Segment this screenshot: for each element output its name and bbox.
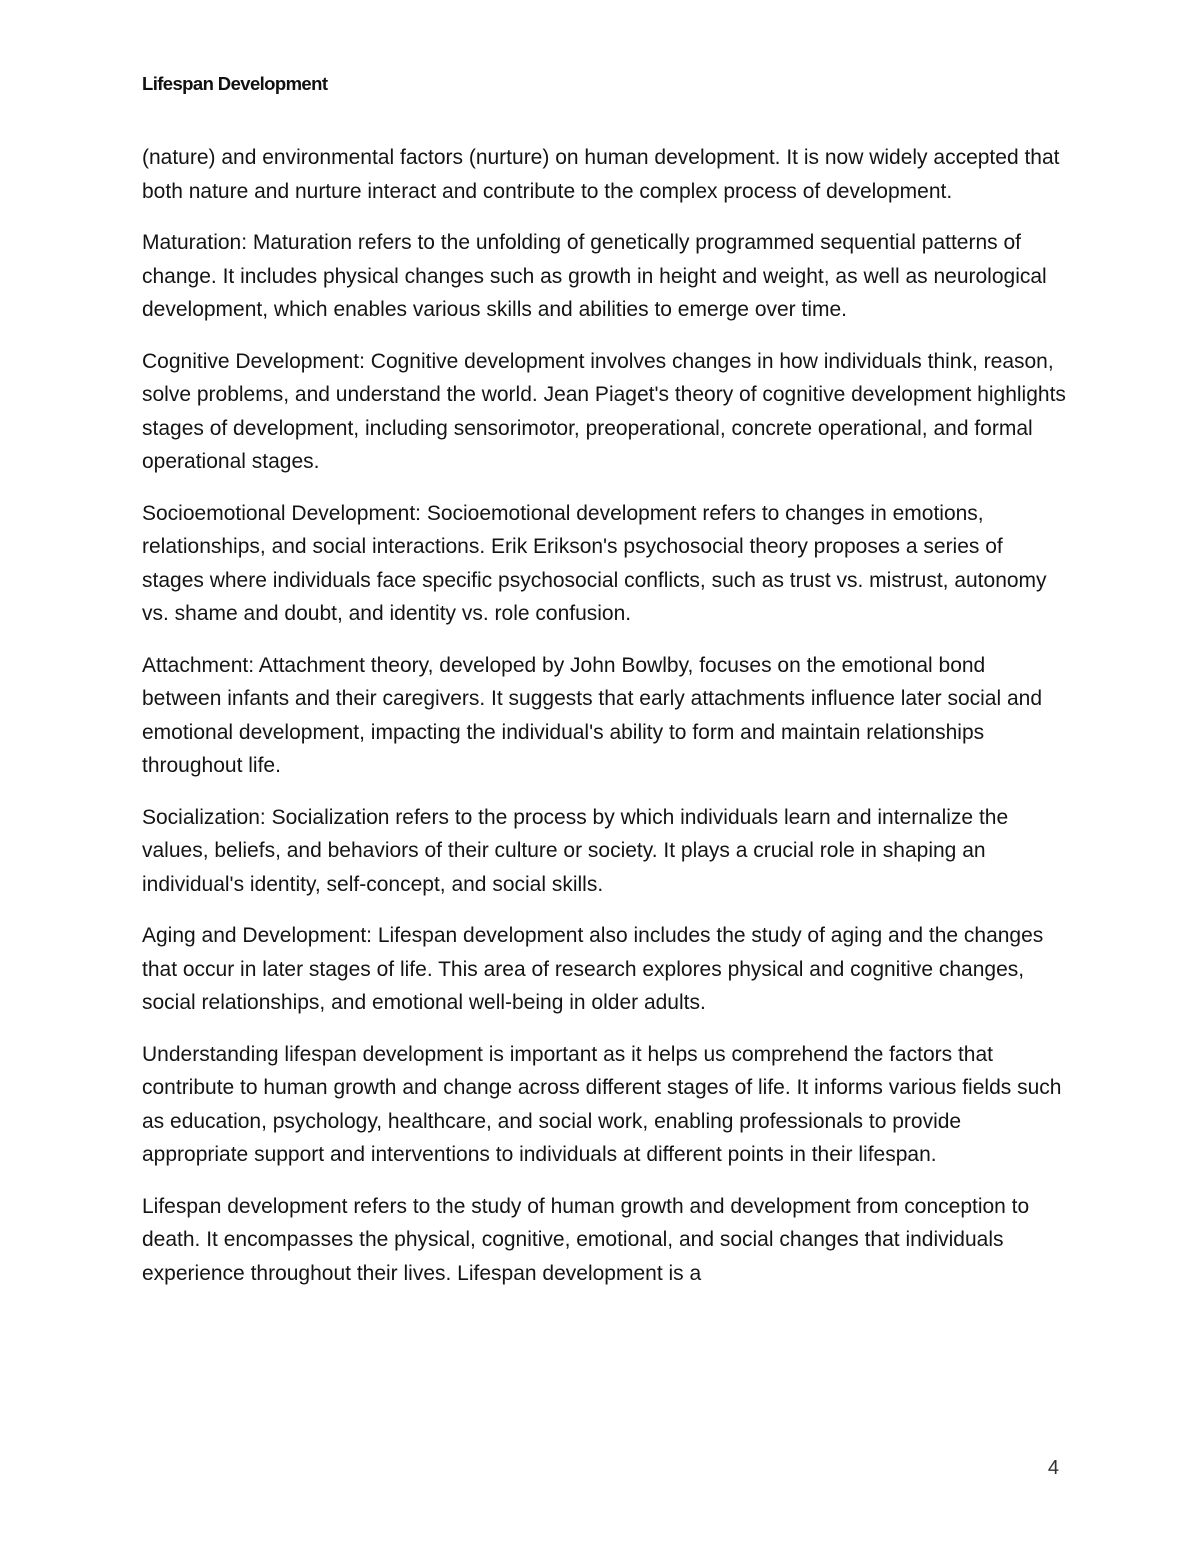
paragraph-lifespan-definition: Lifespan development refers to the study of human growth and development from conception to death. It encompasses the physical, cognitive, emotional, and social changes that individuals experience throughout their lives. Lifespan development is a (142, 1194, 1030, 1285)
page-header-title: Lifespan Development (142, 73, 328, 94)
paragraph-cognitive-development: Cognitive Development: Cognitive development involves changes in how individuals think, reason, solve problems, and understand the world. Jean Piaget's theory of cognitive development highlights stages of development, including sensorimotor, preoperational, concrete operational, and formal operational stages. (142, 349, 1066, 473)
paragraph-understanding-lifespan: Understanding lifespan development is important as it helps us comprehend the factors that contribute to human growth and change across different stages of life. It informs various fields such as education, psychology, healthcare, and social work, enabling professionals to provide appropriate support and interventions to individuals at different points in their lifespan. (142, 1042, 1062, 1166)
page-number: 4 (1047, 1457, 1059, 1479)
paragraph-socialization: Socialization: Socialization refers to the process by which individuals learn and internalize the values, beliefs, and behaviors of their culture or society. It plays a crucial role in shaping an individual's identity, self-concept, and social skills. (142, 805, 1009, 896)
document-body (142, 141, 1066, 1308)
paragraph-maturation: Maturation: Maturation refers to the unfolding of genetically programmed sequential patterns of change. It includes physical changes such as growth in height and weight, as well as neurological development, which enables various skills and abilities to emerge over time. (142, 231, 1047, 321)
paragraph-socioemotional-development: Socioemotional Development: Socioemotional development refers to changes in emotions, relationships, and social interactions. Erik Erikson's psychosocial theory proposes a series of stages where individuals face specific psychosocial conflicts, such as trust vs. mistrust, autonomy vs. shame and doubt, and identity vs. role confusion. (142, 501, 1047, 625)
paragraph-aging-and-development: Aging and Development: Lifespan development also includes the study of aging and the changes that occur in later stages of life. This area of research explores physical and cognitive changes, social relationships, and emotional well-being in older adults. (142, 924, 1044, 1014)
paragraph-nature-nurture: (nature) and environmental factors (nurture) on human development. It is now widely accepted that both nature and nurture interact and contribute to the complex process of development. (142, 146, 1060, 203)
paragraph-attachment: Attachment: Attachment theory, developed by John Bowlby, focuses on the emotional bond between infants and their caregivers. It suggests that early attachments influence later social and emotional development, impacting the individual's ability to form and maintain relationships throughout life. (142, 653, 1043, 777)
